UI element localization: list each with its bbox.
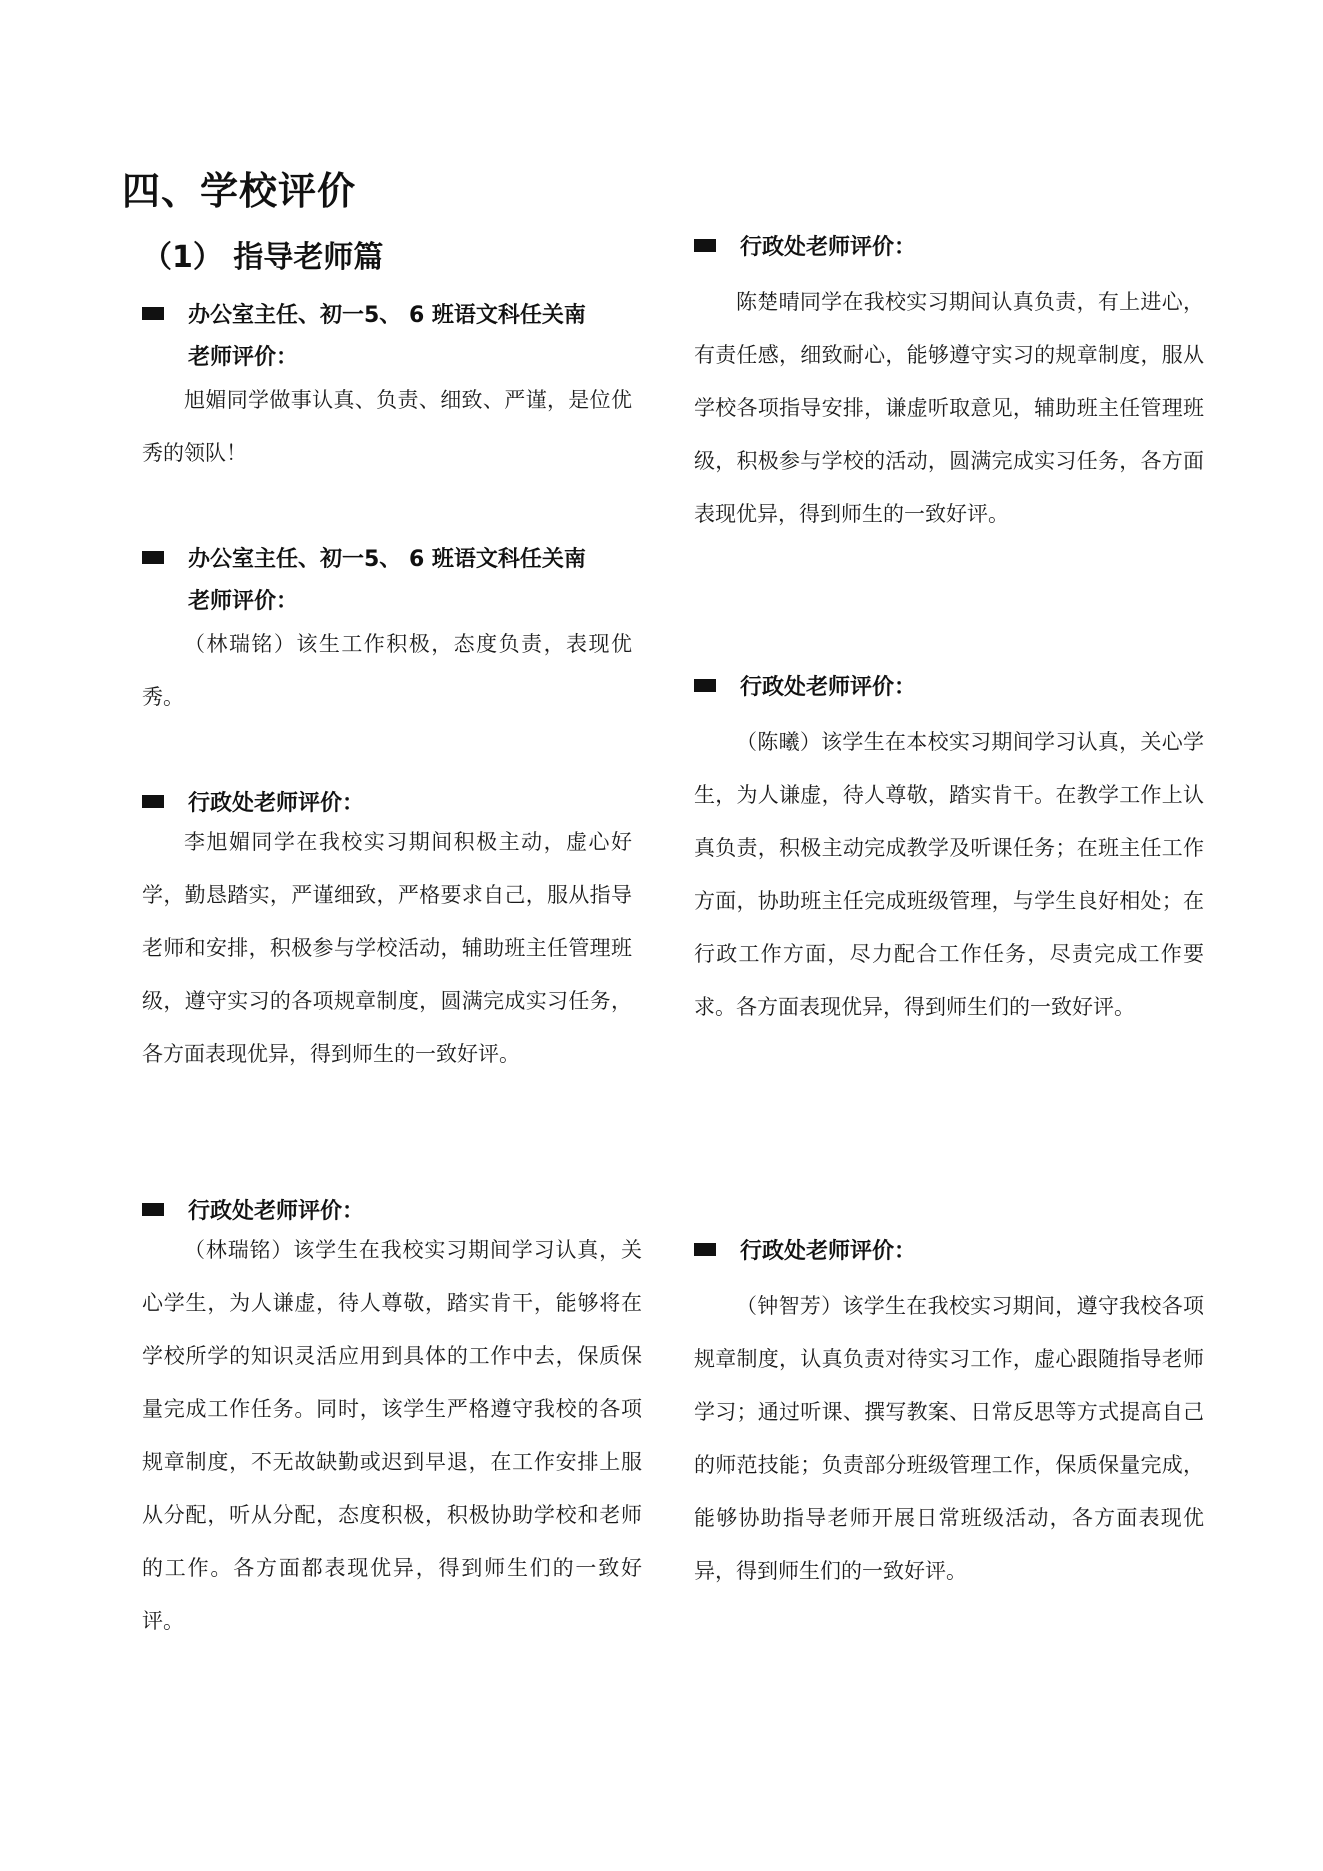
bullet-square-icon [694,1243,716,1256]
block-text: 陈楚晴同学在我校实习期间认真负责，有上进心，有责任感，细致耐心，能够遵守实习的规章制度，服从学校各项指导安排，谦虚听取意见，辅助班主任管理班级，积极参与学校的活动，圆满完成实习任务，各方面表现优异，得到师生的一致好评。 [694,290,1204,526]
block-heading: 行政处老师评价： [188,791,365,816]
bullet-square-icon [694,239,716,252]
block-text: （林瑞铭）该学生在我校实习期间学习认真，关心学生，为人谦虚，待人尊敬，踏实肯干，能够将在学校所学的知识灵活应用到具体的工作中去，保质保量完成工作任务。同时，该学生严格遵守我校的各项规章制度，不无故缺勤或迟到早退，在工作安排上服从分配，听从分配，态度积极，积极协助学校和老师的工作。各方面都表现优异，得到师生们的一致好评。 [142,1238,642,1633]
section-title: 四、学校评价 [122,169,357,213]
bullet-square-icon [142,795,164,808]
bullet-square-icon [694,679,716,692]
block-text: （林瑞铭）该生工作积极，态度负责，表现优秀。 [142,632,632,709]
block-heading: 办公室主任、初一5、 6 班语文科任关南 [188,303,586,328]
block-text: （钟智芳）该学生在我校实习期间，遵守我校各项规章制度，认真负责对待实习工作，虚心跟随指导老师学习；通过听课、撰写教案、日常反思等方式提高自己的师范技能；负责部分班级管理工作，保质保量完成，能够协助指导老师开展日常班级活动，各方面表现优异，得到师生们的一致好评。 [694,1294,1204,1583]
subsection-title: （1） 指导老师篇 [142,240,384,275]
bullet-square-icon [142,307,164,320]
bullet-square-icon [142,1203,164,1216]
bullet-square-icon [142,551,164,564]
block-heading: 行政处老师评价： [740,235,917,260]
block-heading: 行政处老师评价： [740,1239,917,1264]
block-text: 旭媚同学做事认真、负责、细致、严谨，是位优秀的领队！ [142,388,632,465]
block-text: 李旭媚同学在我校实习期间积极主动，虚心好学，勤恳踏实，严谨细致，严格要求自己，服从指导老师和安排，积极参与学校活动，辅助班主任管理班级，遵守实习的各项规章制度，圆满完成实习任务，各方面表现优异，得到师生的一致好评。 [142,830,632,1066]
block-heading-line2: 老师评价： [188,345,299,370]
block-text: （陈曦）该学生在本校实习期间学习认真，关心学生，为人谦虚，待人尊敬，踏实肯干。在教学工作上认真负责，积极主动完成教学及听课任务；在班主任工作方面，协助班主任完成班级管理，与学生良好相处；在行政工作方面，尽力配合工作任务，尽责完成工作要求。各方面表现优异，得到师生们的一致好评。 [694,730,1204,1019]
block-heading: 行政处老师评价： [188,1199,365,1224]
block-heading-line2: 老师评价： [188,589,299,614]
block-heading: 行政处老师评价： [740,675,917,700]
block-heading: 办公室主任、初一5、 6 班语文科任关南 [188,547,586,572]
